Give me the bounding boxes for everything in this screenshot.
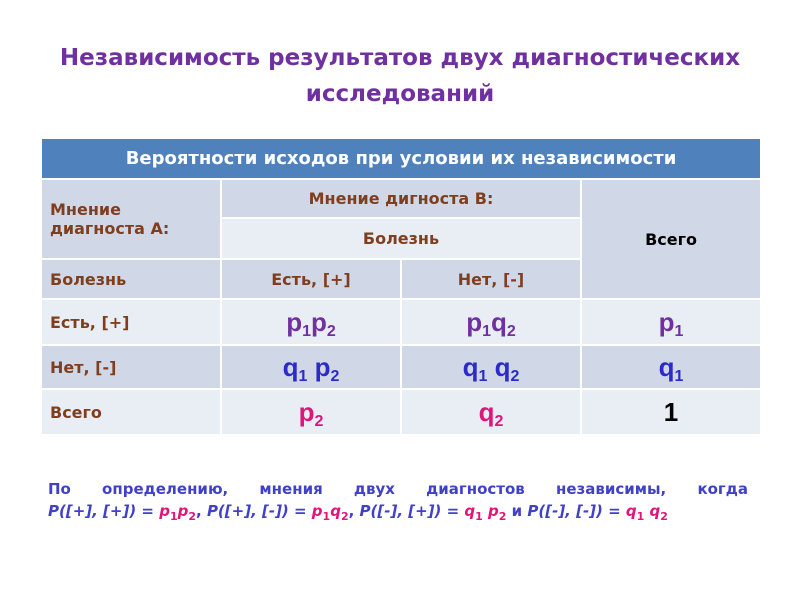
total-header: Всего — [581, 179, 761, 299]
cell-yes-no: p1q2 — [401, 299, 581, 345]
row-label-total: Всего — [41, 389, 221, 435]
cell-yes-total: p1 — [581, 299, 761, 345]
note-line-1: По определению, мнения двух диагностов независимы, когда — [48, 480, 748, 498]
table-row — [41, 389, 761, 435]
page-title: Независимость результатов двух диагностических исследований — [59, 45, 741, 107]
col-b-label: Мнение дигноста В: — [221, 179, 581, 218]
table-row — [41, 345, 761, 389]
col-yes-label: Есть, [+] — [221, 259, 401, 299]
cell-total-no: q2 — [401, 389, 581, 435]
cell-no-total: q1 — [581, 345, 761, 389]
col-no-label: Нет, [-] — [401, 259, 581, 299]
disease-label: Болезнь — [221, 218, 581, 259]
row-label-no: Нет, [-] — [41, 345, 221, 389]
definition-note — [48, 478, 748, 524]
disease-row-label: Болезнь — [41, 259, 221, 299]
cell-total-total: 1 — [581, 389, 761, 435]
cell-yes-yes: p1p2 — [221, 299, 401, 345]
cell-total-yes: p2 — [221, 389, 401, 435]
cell-no-yes: q1 p2 — [221, 345, 401, 389]
row-a-label: Мнение диагноста А: — [41, 179, 221, 259]
row-label-yes: Есть, [+] — [41, 299, 221, 345]
cell-no-no: q1 q2 — [401, 345, 581, 389]
probability-table — [40, 137, 762, 436]
note-line-2: P([+], [+]) = $p_1p_2$, P([+], [-]) = $p_1q_2$, P([-], [+]) = $q_1$ $p_2$ и P([-], [-]) = $q_1$ $q_2$ — [48, 502, 668, 523]
table-header: Вероятности исходов при условии их независимости — [41, 138, 761, 179]
table-row — [41, 299, 761, 345]
